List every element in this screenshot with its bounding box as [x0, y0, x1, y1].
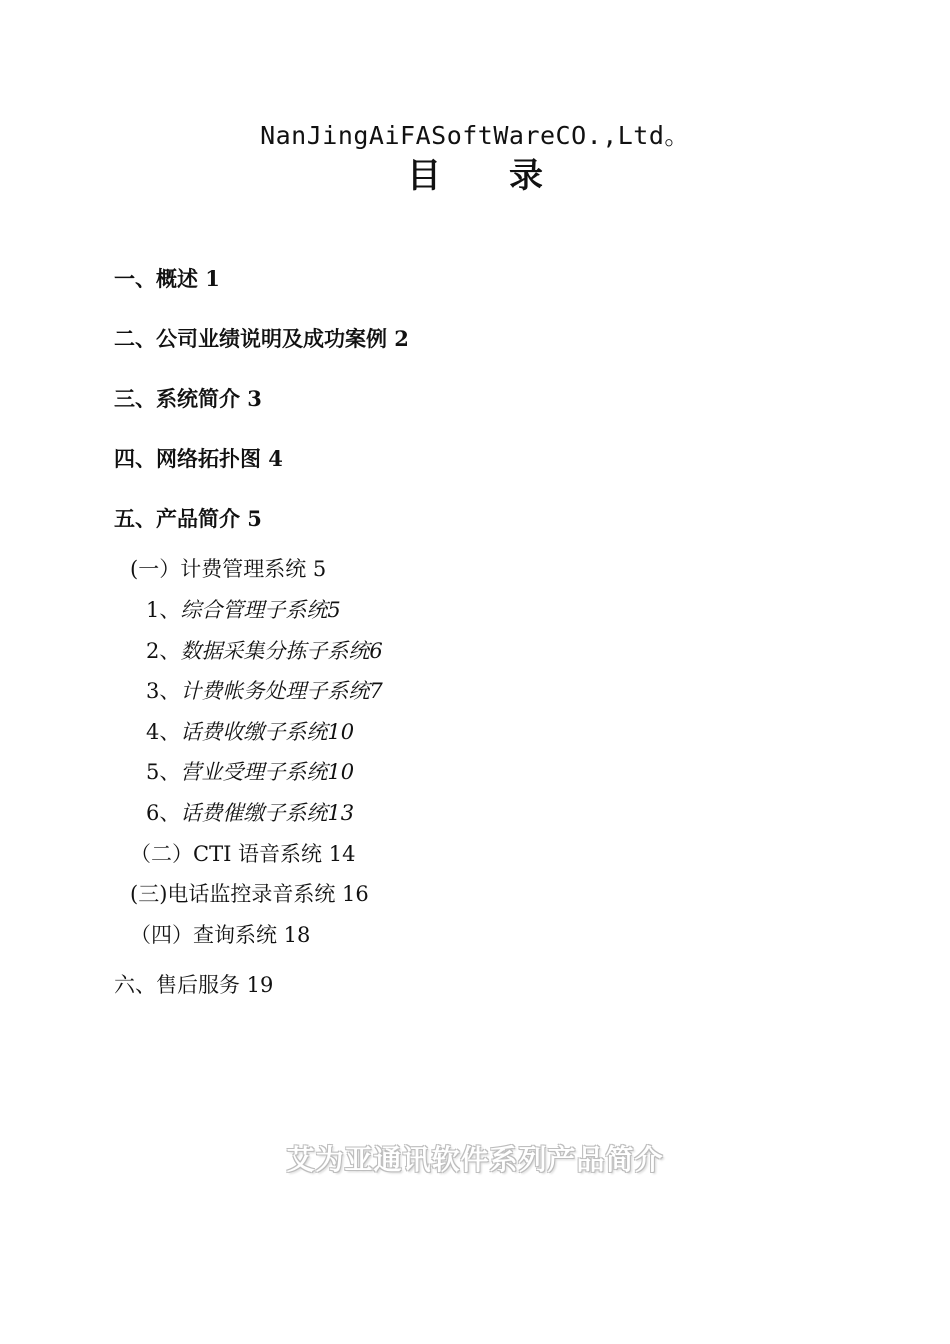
toc-item-label: 计费帐务处理子系统7: [180, 679, 383, 703]
toc-item-1[interactable]: [146, 594, 341, 624]
toc-item-3[interactable]: [146, 675, 383, 705]
toc-item-6[interactable]: [146, 797, 354, 827]
toc-subsection-1[interactable]: (一）计费管理系统 5: [130, 557, 327, 581]
toc-item-number: 3、: [146, 679, 181, 703]
toc-item-label: 数据采集分拣子系统6: [180, 639, 383, 663]
toc-section-6[interactable]: 六、售后服务 19: [114, 973, 274, 997]
toc-item-4[interactable]: [146, 716, 354, 746]
company-name: NanJingAiFASoftWareCO.,Ltd。: [260, 121, 690, 150]
page-title: [0, 148, 950, 197]
toc-subsection-4[interactable]: （四）查询系统 18: [130, 923, 311, 947]
toc-item-number: 5、: [146, 760, 181, 784]
toc-item-label: 综合管理子系统5: [180, 598, 341, 622]
toc-item-number: 6、: [146, 801, 181, 825]
toc-subsection-2[interactable]: （二）CTI 语音系统 14: [130, 842, 356, 866]
toc-item-2[interactable]: [146, 635, 383, 665]
toc-item-5[interactable]: [146, 756, 354, 786]
toc-section-2[interactable]: 二、公司业绩说明及成功案例 2: [114, 326, 409, 351]
toc-item-label: 话费催缴子系统13: [180, 801, 355, 825]
toc-item-number: 2、: [146, 639, 181, 663]
toc-section-4[interactable]: 四、网络拓扑图 4: [114, 446, 283, 471]
toc-item-label: 营业受理子系统10: [180, 760, 355, 784]
toc-item-label: 话费收缴子系统10: [180, 720, 355, 744]
title-char-left: 目: [407, 156, 441, 196]
toc-section-5[interactable]: 五、产品简介 5: [114, 506, 262, 531]
toc-section-1[interactable]: 一、概述 1: [114, 266, 220, 291]
toc-item-number: 4、: [146, 720, 181, 744]
toc-item-number: 1、: [146, 598, 181, 622]
toc-subsection-3[interactable]: (三)电话监控录音系统 16: [130, 882, 369, 906]
toc-section-3[interactable]: 三、系统简介 3: [114, 386, 262, 411]
footer-watermark: 艾为亚通讯软件系列产品简介: [286, 1143, 664, 1176]
title-char-right: 录: [509, 156, 543, 196]
